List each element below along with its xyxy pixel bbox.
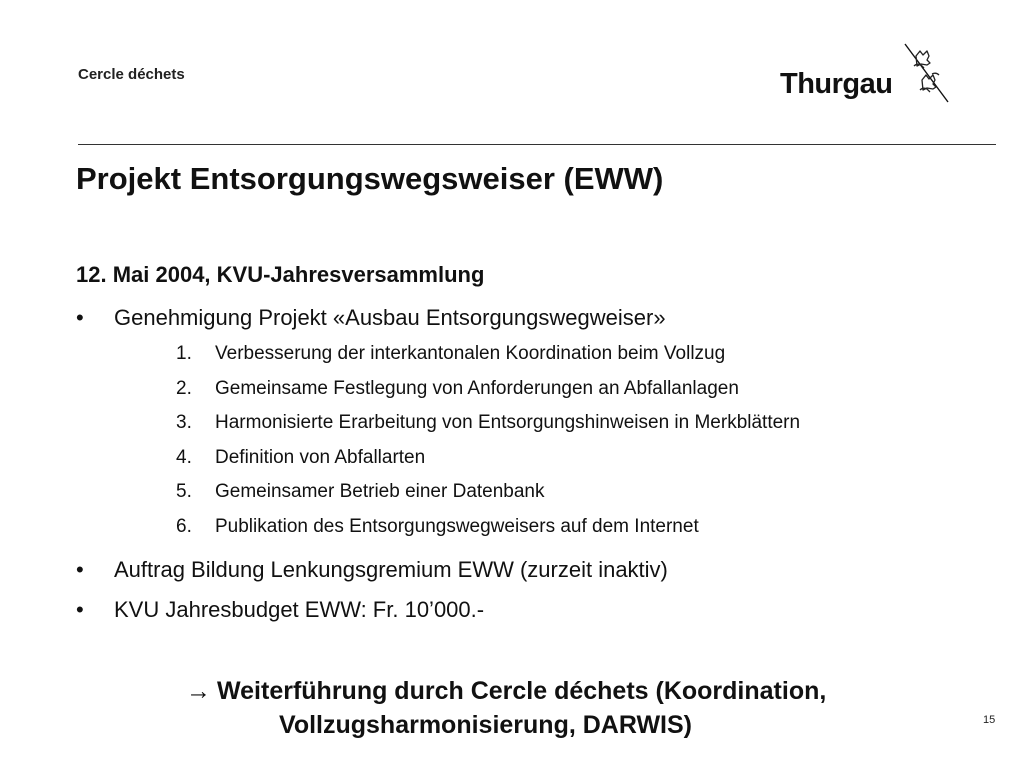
sublist-text: Definition von Abfallarten: [215, 446, 426, 468]
thurgau-logo: [776, 42, 951, 106]
sublist-text: Publikation des Entsorgungswegweisers auf dem Internet: [215, 515, 699, 537]
org-label: Cercle déchets: [78, 66, 185, 83]
sublist-text: Harmonisierte Erarbeitung von Entsorgungshinweisen in Merkblättern: [215, 412, 801, 434]
bullet-marker: •: [76, 305, 84, 330]
bullet-text: KVU Jahresbudget EWW: Fr. 10’000.-: [114, 597, 485, 622]
conclusion-line-1: [186, 677, 826, 705]
header-divider: [78, 144, 996, 145]
bullet-marker: •: [76, 557, 84, 582]
sublist-text: Gemeinsame Festlegung von Anforderungen an Abfallanlagen: [215, 377, 739, 399]
bullet-text: Genehmigung Projekt «Ausbau Entsorgungswegweiser»: [114, 305, 666, 330]
sublist-number: 2.: [176, 377, 192, 399]
conclusion-line-2: Vollzugsharmonisierung, DARWIS): [279, 710, 692, 739]
bullet-text: Auftrag Bildung Lenkungsgremium EWW (zurzeit inaktiv): [114, 557, 668, 582]
sublist-number: 3.: [176, 412, 192, 434]
conclusion-text-1: Weiterführung durch Cercle déchets (Koordination,: [217, 677, 827, 705]
slide-title: Projekt Entsorgungswegsweiser (EWW): [76, 161, 664, 196]
sublist-text: Gemeinsamer Betrieb einer Datenbank: [215, 481, 545, 503]
right-arrow-icon: →: [186, 677, 211, 705]
conclusion: [186, 675, 826, 743]
thurgau-coat-of-arms-icon: [902, 42, 950, 106]
sublist-number: 5.: [176, 481, 192, 503]
page-number: 15: [983, 714, 996, 726]
sublist-number: 1.: [176, 343, 192, 364]
logo-text: Thurgau: [780, 68, 893, 100]
meeting-heading: 12. Mai 2004, KVU-Jahresversammlung: [76, 262, 485, 287]
sublist-number: 4.: [176, 446, 192, 468]
bullet-marker: •: [76, 597, 84, 622]
sublist-text: Verbesserung der interkantonalen Koordination beim Vollzug: [215, 343, 726, 364]
sublist-number: 6.: [176, 515, 192, 537]
